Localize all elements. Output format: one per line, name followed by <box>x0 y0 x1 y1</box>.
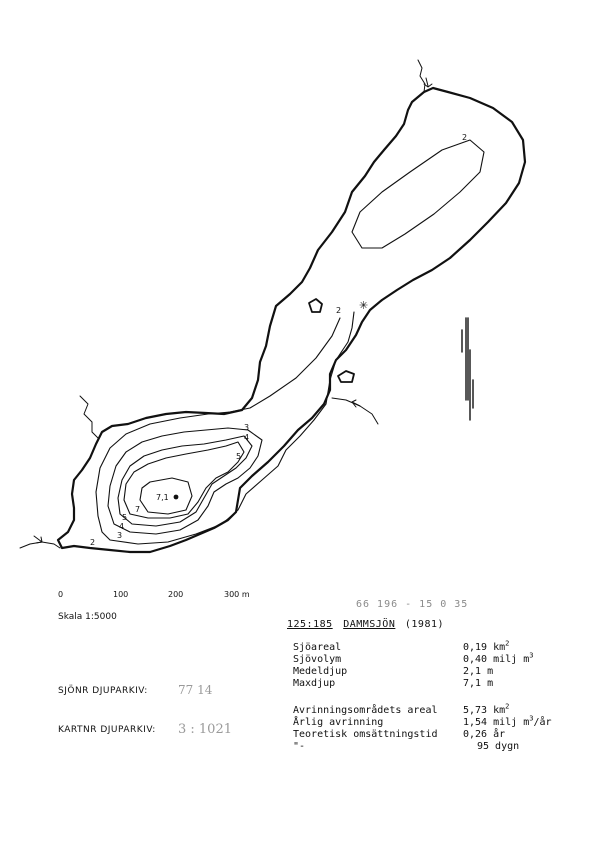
lake-stats-table <box>293 639 534 690</box>
stat-label: Sjövolym <box>293 654 342 665</box>
stat-label: "- <box>293 741 306 752</box>
stat-row <box>293 705 552 717</box>
contour-label-2-south: 2 <box>90 538 96 547</box>
island-east <box>338 371 354 382</box>
stream-east <box>332 398 378 424</box>
stat-value: 5,73 $km^2$ <box>463 702 510 716</box>
north-arrow <box>462 318 473 420</box>
contour-label-2-north: 2 <box>462 133 468 142</box>
stream-north <box>418 60 425 92</box>
stat-row <box>293 666 533 678</box>
stat-value: 0,40 milj $m^3$ <box>463 651 534 665</box>
kartnr-value: 3 : 1021 <box>178 722 232 737</box>
contour-label-4-a: 4 <box>244 433 250 442</box>
max-depth-point <box>174 495 179 500</box>
scale-tick-0: 0 <box>58 590 64 599</box>
contour-label-4-b: 4 <box>119 522 125 531</box>
scale-tick-100: 100 <box>113 590 129 599</box>
stat-label: Medeldjup <box>293 666 348 677</box>
kartnr-label: KARTNR DJUPARKIV: <box>58 725 156 735</box>
stat-label: Maxdjup <box>293 678 336 689</box>
stat-row <box>293 729 552 741</box>
stat-value: 7,1 m <box>463 678 494 689</box>
stat-row <box>293 741 552 753</box>
sjonr-value: 77 14 <box>178 683 213 697</box>
lake-shoreline <box>58 88 525 552</box>
contour-label-5-a: 5 <box>236 452 242 461</box>
stream-southwest <box>20 542 60 548</box>
catchment-stats-table <box>293 702 552 753</box>
scale-caption: Skala 1:5000 <box>58 612 117 622</box>
lake-title <box>287 619 444 630</box>
survey-year: (1981) <box>404 619 445 630</box>
lake-number: 125:185 <box>287 619 333 630</box>
contour-label-7: 7 <box>135 505 141 514</box>
scale-tick-300: 300 m <box>224 590 250 599</box>
island-north <box>309 299 322 312</box>
stat-label: Avrinningsområdets areal <box>293 705 438 716</box>
stat-value: 0,19 $km^2$ <box>463 639 510 653</box>
contour-label-3-b: 3 <box>117 531 123 540</box>
stat-value: 1,54 milj $m^3/år$ <box>463 714 552 728</box>
stat-row <box>293 642 533 654</box>
inlet-arrow-east <box>352 400 360 407</box>
stat-row <box>293 678 533 690</box>
stat-row <box>293 717 552 729</box>
inlet-arrow-southwest <box>34 536 42 543</box>
max-depth-label: 7,1 <box>156 493 169 502</box>
contour-label-5-b: 5 <box>122 513 128 522</box>
stat-label: Sjöareal <box>293 642 342 653</box>
stat-value: 0,26 år <box>463 729 506 740</box>
stat-label: Teoretisk omsättningstid <box>293 729 438 740</box>
contour-label-3-a: 3 <box>244 423 250 432</box>
stat-label: Årlig avrinning <box>293 717 384 728</box>
contour-label-2-mid: 2 <box>336 306 342 315</box>
stat-value: 95 dygn <box>477 741 520 752</box>
stat-value: 2,1 m <box>463 666 494 677</box>
stat-row <box>293 654 533 666</box>
stream-west <box>80 396 98 438</box>
scale-tick-200: 200 <box>168 590 184 599</box>
contour-5m <box>124 442 244 518</box>
inlet-symbol: ✳ <box>359 299 369 312</box>
contour-2m-north <box>352 140 484 248</box>
lake-name: DAMMSJÖN <box>343 619 396 630</box>
reference-code: 66 196 - 15 0 35 <box>356 599 469 610</box>
sjonr-label: SJÖNR DJUPARKIV: <box>58 686 148 696</box>
